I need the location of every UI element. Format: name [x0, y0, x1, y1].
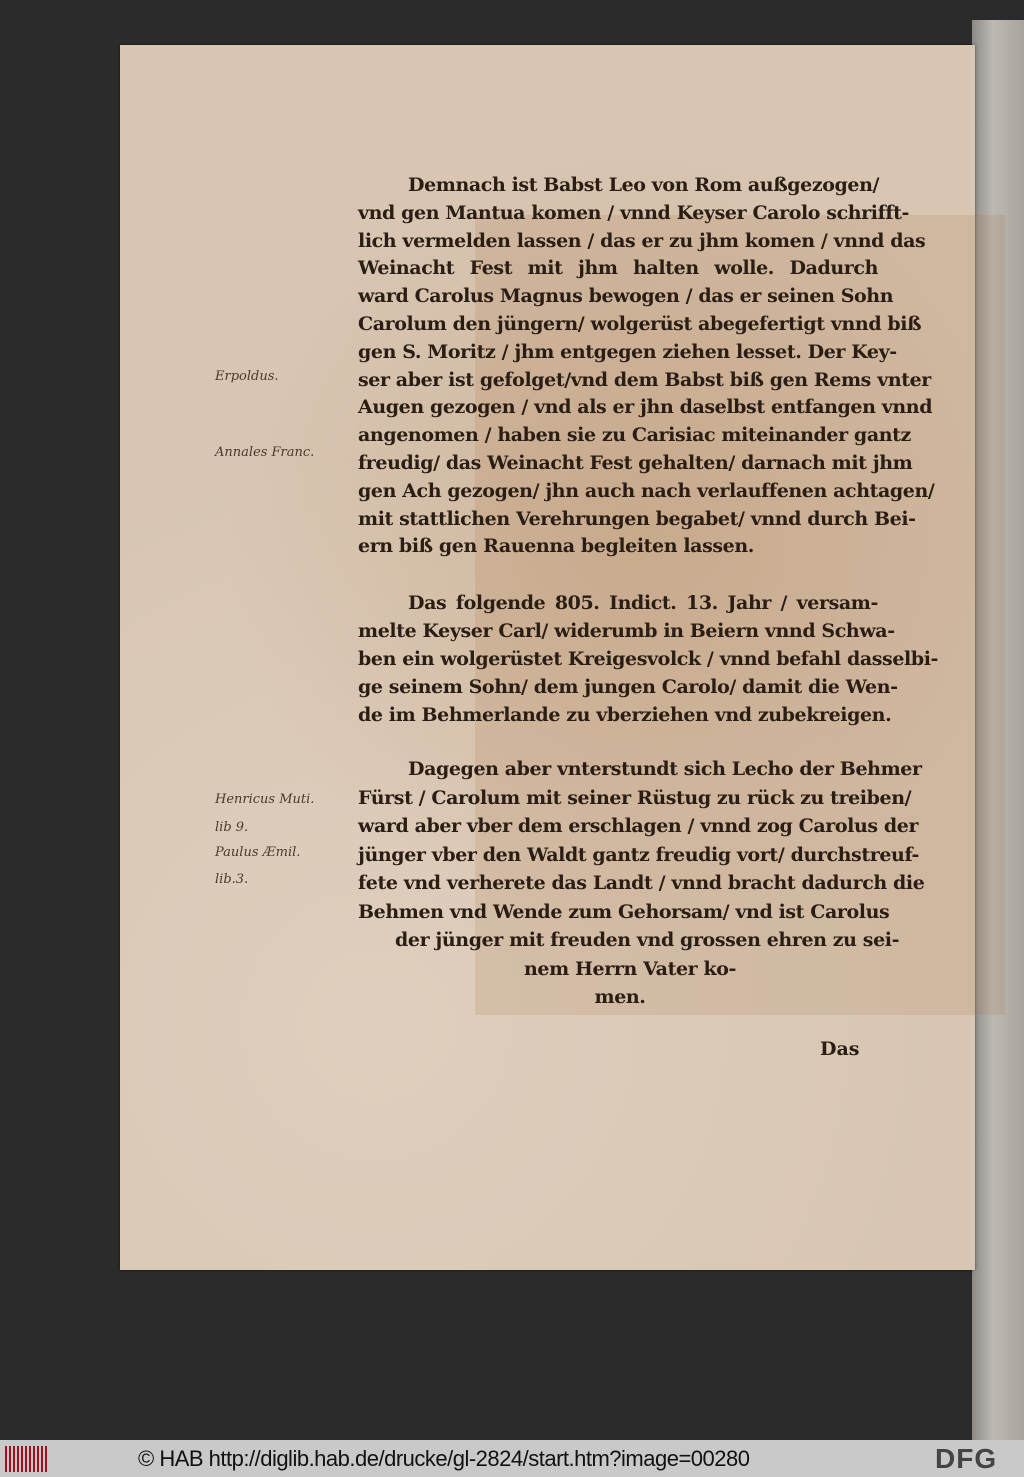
text-line: Das folgende 805. Indict. 13. Jahr / versam- [408, 592, 878, 614]
footer-bar [0, 1440, 1024, 1477]
text-line: der jünger mit freuden vnd grossen ehren zu sei- [395, 929, 900, 951]
text-line: ge seinem Sohn/ dem jungen Carolo/ damit die Wen- [358, 676, 898, 698]
text-line: vnd gen Mantua komen / vnnd Keyser Carolo schrifft- [358, 201, 909, 224]
text-line: freudig/ das Weinacht Fest gehalten/ darnach mit jhm [358, 452, 913, 474]
text-line: Demnach ist Babst Leo von Rom außgezogen/ [408, 174, 880, 196]
text-line: Augen gezogen / vnd als er jhn daselbst entfangen vnnd [358, 396, 933, 419]
text-line: mit stattlichen Verehrungen begabet/ vnnd durch Bei- [358, 507, 916, 530]
text-line: ben ein wolgerüstet Kreigesvolck / vnnd befahl dasselbi- [358, 648, 939, 670]
hab-logo [5, 1446, 47, 1472]
text-line: angenomen / haben sie zu Carisiac miteinander gantz [358, 424, 911, 447]
text-line: nem Herrn Vater ko- [523, 957, 737, 980]
text-line: gen S. Moritz / jhm entgegen ziehen lesset. Der Key- [358, 340, 897, 363]
text-line: fete vnd verherete das Landt / vnnd bracht dadurch die [358, 872, 925, 894]
text-line: de im Behmerlande zu vberziehen vnd zubekreigen. [358, 704, 892, 726]
text-line: ser aber ist gefolget/vnd dem Babst biß gen Rems vnter [358, 368, 931, 391]
margin-note: Erpoldus. [215, 369, 279, 384]
margin-note: Annales Franc. [215, 445, 315, 460]
text-line: Weinacht Fest mit jhm halten wolle. Dadurch [358, 257, 878, 280]
dfg-logo: DFG [935, 1443, 998, 1474]
copyright-url[interactable]: © HAB http://diglib.hab.de/drucke/gl-2824/start.htm?image=00280 [138, 1446, 750, 1471]
text-line: melte Keyser Carl/ widerumb in Beiern vnnd Schwa- [358, 620, 895, 642]
text-line: gen Ach gezogen/ jhn auch nach verlauffenen achtagen/ [358, 479, 935, 502]
text-line: ward aber vber dem erschlagen / vnnd zog Carolus der [358, 815, 919, 837]
text-line: Dagegen aber vnterstundt sich Lecho der Behmer [408, 758, 922, 780]
text-line: ern biß gen Rauenna begleiten lassen. [358, 535, 754, 558]
catchword: Das [820, 1038, 860, 1060]
text-line: jünger vber den Waldt gantz freudig vort/ durchstreuf- [358, 843, 920, 866]
text-line: men. [594, 986, 646, 1008]
text-line: Fürst / Carolum mit seiner Rüstug zu rück zu treiben/ [358, 786, 912, 809]
margin-note: Paulus Æmil. [215, 845, 301, 860]
margin-note: lib.3. [215, 872, 249, 887]
text-line: ward Carolus Magnus bewogen / das er seinen Sohn [358, 285, 894, 308]
margin-note: Henricus Muti. [215, 792, 315, 807]
text-line: Carolum den jüngern/ wolgerüst abegefertigt vnnd biß [358, 313, 922, 335]
text-line: lich vermelden lassen / das er zu jhm komen / vnnd das [358, 229, 926, 252]
margin-note: lib 9. [215, 820, 249, 835]
text-line: Behmen vnd Wende zum Gehorsam/ vnd ist Carolus [358, 900, 890, 923]
